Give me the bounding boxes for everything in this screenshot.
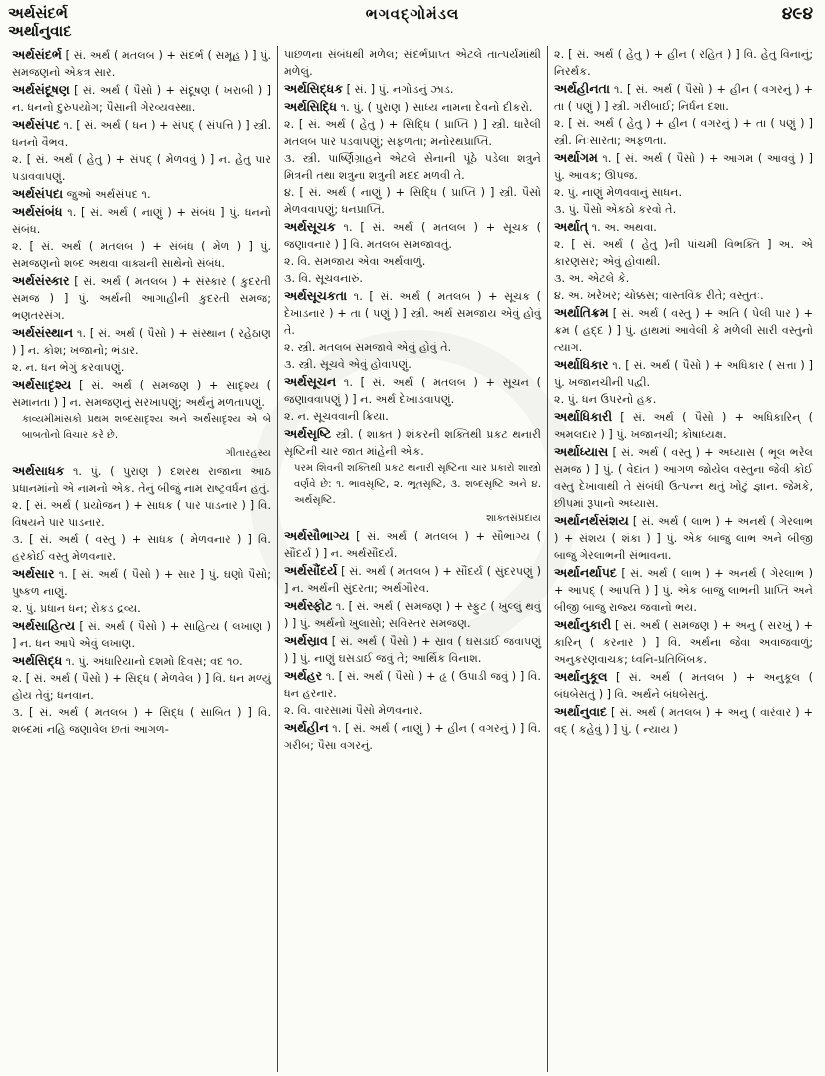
entry-definition: જુઓ અર્થસંપદ ૧. (66, 188, 151, 201)
entry-definition: ૧. [ સં. અર્થ ( પૈસો ) + હીન ( વગરનું ) + તા ( પણું ) ] સ્ત્રી. ગરીબાઈ; નિર્ધન દશા. (554, 83, 813, 113)
entry-headword: અર્થાનર્થસંશય (554, 513, 629, 528)
dictionary-entry (284, 218, 541, 253)
entry-headword: અર્થસંદર્ભ (12, 47, 62, 62)
entry-definition: [ સં. અર્થ ( વસ્તુ ) + અતિ ( પેલી પાર ) + ક્રમ ( હદ્દ ) ] પું. હાથમાં આવેલી કે મળેલી સારી વસ્તુનો ત્યાગ. (554, 307, 813, 354)
entry-definition: ૩. પું. પૈસો એકઠો કરવો તે. (554, 203, 677, 216)
dictionary-entry (554, 80, 813, 115)
entry-definition: ૪. અ. ખરેખર; ચોક્કસ; વાસ્તવિક રીતે; વસ્તુતઃ. (554, 289, 764, 302)
entry-headword: અર્થાધિકારી (554, 409, 613, 424)
entry-headword: અર્થસ્રાવ (284, 633, 328, 648)
entry-definition: ૧. [ સં. અર્થ ( ધન ) + સંપદ્ ( સંપત્તિ ) ] સ્ત્રી. ધનનો વૈભવ. (12, 119, 271, 149)
dictionary-entry (284, 562, 541, 597)
dictionary-entry (554, 408, 813, 443)
entry-headword: અર્થસૂચકતા (284, 288, 348, 303)
entry-definition: ૨. [ સં. અર્થ ( હેતુ ) + સિદ્ધિ ( પ્રાપ્તિ ) ] સ્ત્રી. ધારેલી મતલબ પાર પડવાપણું; સફળતા; મનોરથપ્રાપ્તિ. (284, 118, 541, 148)
dictionary-entry (284, 632, 541, 667)
entry-definition: ૨. [ સં. અર્થ ( હેતુ ) + હીન ( વગરનું ) + તા ( પણું ) ] સ્ત્રી. નિઃસારતા; અફળતા. (554, 117, 813, 147)
entry-definition: ૧. પું. ( પુરાણ ) સાધ્ય નામના દેવનો દીકરો. (340, 101, 533, 114)
dictionary-entry (554, 201, 813, 218)
dictionary-entry (12, 238, 271, 272)
entry-definition: ૩. [ સં. અર્થ ( વસ્તુ ) + સાધક ( મેળવનાર ) ] વિ. હરકોઈ વસ્તુ મેળવનાર. (12, 533, 271, 563)
entry-definition: ૨. સ્ત્રી. મતલબ સમજાવે એવું હોવું તે. (284, 341, 452, 354)
entry-definition: ૨. ન. ધન ભેગું કરવાપણું. (12, 361, 125, 374)
dictionary-entry (12, 462, 271, 497)
entry-headword: અર્થસંપદા (12, 186, 64, 201)
dictionary-entry (284, 287, 541, 339)
entry-headword: અર્થસાધક (12, 463, 65, 478)
entry-definition: ૧. [ સં. અર્થ ( પૈસો ) + સાર ] પું. ઘણો પૈસો; પુષ્કળ નાણું. (12, 568, 271, 598)
dictionary-entry (12, 376, 271, 411)
entry-headword: અર્થસંપદ (12, 117, 61, 132)
column-right (548, 46, 819, 1072)
entry-definition: [ સં. અર્થ ( મતલબ ) + અનુ ( વારંવાર ) + વદ્ ( કહેવું ) ] પું. ( ન્યાય ) (554, 706, 813, 736)
dictionary-entry (12, 704, 271, 738)
entry-definition: [ સં. અર્થ ( મતલબ ) + સૌભાગ્ય ( સૌંદર્ય ) ] ન. અર્થસૌંદર્ય. (284, 530, 541, 560)
entry-definition: ૧. [ સં. અર્થ ( પૈસો ) + હૃ ( ઉપાડી જવું ) ] વિ. ધન હરનાર. (284, 670, 541, 700)
entry-headword: અર્થાનુકૂલ (554, 669, 608, 684)
dictionary-columns (6, 46, 819, 1072)
page-number: ૪૯૪ (781, 4, 813, 24)
entry-definition: ૧. [ સં. અર્થ ( પૈસો ) + અધિકાર ( સત્તા ) ] પું. ખજાનચીની પદ્વી. (554, 359, 813, 389)
entry-headword: અર્થાનુવાદ (554, 704, 607, 719)
dictionary-entry (554, 391, 813, 408)
dictionary-entry (284, 46, 541, 80)
entry-definition: સ્ત્રી. ( શાક્ત ) શંકરની શક્તિથી પ્રકટ થનારી સૃષ્ટિની ચાર જાત માંહેની એક. (284, 428, 541, 458)
entry-definition: [ સં. અર્થ ( મતલબ ) + અનુકૂલ ( બંધબેસતું ) ] વિ. અર્થને બંધબેસતું. (554, 671, 813, 701)
dictionary-entry (12, 272, 271, 324)
entry-definition: [ સં. અર્થ ( પૈસો ) + અધિકારિન્ ( અમલદાર ) ] પું. ખજાનચી; કોષાધ્યક્ષ. (554, 411, 814, 441)
entry-definition: ૨. [ સં. અર્થ ( પૈસો ) + સિદ્ધ ( મેળવેલ ) ] વિ. ધન મળ્યું હોય તેવું; ધનવાન. (12, 672, 271, 702)
dictionary-entry (12, 151, 271, 185)
entry-headword: અર્થસંસ્થાન (12, 325, 74, 340)
dictionary-entry (284, 667, 541, 702)
entry-headword: અર્થસ્ફોટ (284, 598, 333, 613)
column-left (6, 46, 277, 1072)
entry-headword: અર્થસૂચક (284, 219, 336, 234)
entry-definition: [ સં. અર્થ ( મતલબ ) + સંસ્કાર ( કુદરતી સમજ ) ] પું. અર્થની આગાહીની કુદરતી સમજ; ભણતરસંગ. (12, 275, 271, 322)
entry-headword: અર્થસાહિત્ય (12, 618, 76, 633)
dictionary-entry (12, 203, 271, 238)
entry-definition: ૧. [ સં. અર્થ ( મતલબ ) + સૂચન ( જણાવવાપણું ) ] ન. અર્થ દેખાડવાપણું. (284, 376, 541, 406)
dictionary-entry (284, 408, 541, 425)
dictionary-entry (554, 564, 813, 616)
dictionary-entry (12, 324, 271, 359)
page-header (0, 0, 825, 48)
dictionary-entry (12, 116, 271, 151)
entry-definition: [ સં. અર્થ ( મતલબ ) + સૌંદર્ય ( સુંદરપણું ) ] ન. અર્થની સુંદરતા; અર્થગૌરવ. (284, 565, 541, 595)
dictionary-entry (12, 359, 271, 376)
dictionary-entry (554, 270, 813, 287)
dictionary-entry (554, 304, 813, 356)
citation-quote: કાવ્યમીમાંસકો પ્રથમ શબ્દસાદૃશ્ય અને અર્થસાદૃશ્ય એ બે બાબતોનો વિચાર કરે છે. (22, 414, 271, 441)
dictionary-entry (554, 287, 813, 304)
entry-headword: અર્થસિદ્ધ (12, 653, 63, 668)
dictionary-entry (284, 98, 541, 116)
entry-definition: ૧. પું. ( પુરાણ ) દશરથ રાજાના આઠ પ્રધાનમાંનો એ નામનો એક. તેનું બીજું નામ રાષ્ટ્રવર્ધન હતું. (12, 465, 272, 495)
entry-definition: પાછળના સંબંધથી મળેલ; સંદર્ભપ્રાપ્ત એટલે તાત્પર્યમાંથી મળેલું. (284, 48, 541, 78)
entry-headword: અર્થસંદૂષણ (12, 82, 70, 97)
entry-definition: ૧. [ સં. અર્થ ( પૈસો ) + આગમ ( આવવું ) ] પું. આવક; ઊપજ. (554, 152, 813, 182)
entry-definition: ૨. પું. પ્રધાન ધન; રોકડ દ્રવ્ય. (12, 602, 141, 615)
entry-definition: [ સં. ] પું. નગોડનું ઝાડ. (346, 83, 454, 96)
entry-headword: અર્થસૌભાગ્ય (284, 528, 350, 543)
dictionary-entry (284, 527, 541, 562)
entry-headword: અર્થસાદૃશ્ય (12, 377, 72, 392)
entry-headword: અર્થહર (284, 668, 323, 683)
entry-definition: ૩. અ. એટલે કે. (554, 272, 630, 285)
dictionary-entry (12, 565, 271, 600)
dictionary-entry (554, 149, 813, 184)
dictionary-entry (12, 81, 271, 116)
entry-headword: અર્થહીન (284, 720, 329, 735)
entry-headword: અર્થસિદ્ધિ (284, 99, 338, 114)
dictionary-entry (284, 253, 541, 270)
entry-definition: ૩. વિ. સૂચવનારું. (284, 272, 363, 285)
entry-definition: ૧. અ. અથવા. (591, 221, 657, 234)
entry-definition: ૩. સ્ત્રી. સૂચવે એવું હોવાપણું. (284, 358, 412, 371)
entry-headword: અર્થાધ્યાસ (554, 444, 609, 459)
dictionary-entry (284, 597, 541, 632)
dictionary-entry (554, 184, 813, 201)
dictionary-entry (12, 185, 271, 203)
dictionary-entry (554, 443, 813, 512)
entry-definition: ૧. [ સં. અર્થ ( મતલબ ) + સૂચક ( જણાવનાર ) ] વિ. મતલબ સમજાવતું. (284, 221, 542, 251)
dictionary-entry (554, 356, 813, 391)
entry-definition: ૧. પું. અંધારિયાનો દશમો દિવસ; વદ ૧૦. (65, 655, 243, 668)
entry-headword: અર્થસાર (12, 566, 55, 581)
dictionary-entry (284, 373, 541, 408)
entry-definition: ૧. [ સં. અર્થ ( સમજણ ) + સ્ફુટ ( ખુલ્લું થવું ) ] પું. અર્થનો ખુલાસો; સવિસ્તર સમજણ. (284, 600, 541, 630)
entry-headword: અર્થાગમ (554, 150, 598, 165)
dictionary-entry (12, 670, 271, 704)
dictionary-entry (554, 512, 813, 564)
dictionary-entry (12, 531, 271, 565)
entry-definition: [ સં. અર્થ ( વસ્તુ ) + અધ્યાસ ( ભૂલ ભરેલ સમજ ) ] પું. ( વેદાંત ) આગળ જોયેલ વસ્તુના જેવી કોઈ વસ્તુ દેખાવાથી તે સંબંધી ઉત્પન્ન થતું ખોટું જ્ઞાન. જેમકે, છીપમાં રૂપાનો અધ્યાસ. (554, 446, 813, 510)
entry-headword: અર્થાનુકારી (554, 617, 612, 632)
dictionary-entry (554, 703, 813, 738)
entry-definition: ૨. [ સં. અર્થ ( હેતુ ) + સંપદ્ ( મેળવવું ) ] ન. હેતુ પાર પડાવવાપણું. (12, 153, 271, 183)
entry-definition: ૨. [ સં. અર્થ ( હેતુ )ની પાંચમી વિભક્તિ ] અ. એ કારણસર; એવું હોવાથી. (554, 238, 813, 268)
dictionary-entry (554, 616, 813, 668)
dictionary-entry (12, 497, 271, 531)
column-middle (277, 46, 548, 1072)
dictionary-entry (284, 339, 541, 356)
entry-definition: ૧. [ સં. અર્થ ( પૈસો ) + સંસ્થાન ( રહેઠાણ ) ] ન. કોશ; ખજાનો; ભંડાર. (12, 327, 271, 357)
entry-definition: ૩. સ્ત્રી. પાર્ષ્ણિગ્રાહને એટલે સેનાની પૂંઠે પડેલા શત્રુને મિત્રની તથા શત્રુના શત્રુની મદદ મળવી તે. (284, 152, 541, 182)
dictionary-entry (554, 115, 813, 149)
entry-definition: ૨. [ સં. અર્થ ( મતલબ ) + સંબંધ ( મેળ ) ] પું. સમજણનો શબ્દ અથવા વાક્યની સાથેનો સંબંધ. (12, 240, 271, 270)
entry-definition: ૨. વિ. વારસામાં પૈસો મેળવનાર. (284, 704, 423, 717)
entry-definition: ૨. પું. નાણું મેળવવાનું સાધન. (554, 186, 683, 199)
entry-headword: અર્થસૂચન (284, 374, 337, 389)
dictionary-entry (554, 218, 813, 236)
dictionary-entry (554, 668, 813, 703)
citation-quote: પરમ શિવની શક્તિથી પ્રકટ થનારી સૃષ્ટિના ચાર પ્રકારો શાસ્ત્રો વર્ણવે છે: ૧. ભાવસૃષ્ટિ, ૨. ભૂતસૃષ્ટિ, ૩. શબ્દસૃષ્ટિ અને ૪. અર્થસૃષ્ટિ. (294, 463, 541, 506)
dictionary-entry (284, 150, 541, 184)
entry-headword: અર્થસૌંદર્ય (284, 563, 338, 578)
entry-definition: [ સં. અર્થ ( પૈસો ) + સંદૂષણ ( ખરાબી ) ] ન. ધનનો દુરુપયોગ; પૈસાની ગેરવ્યવસ્થા. (12, 84, 271, 114)
dictionary-entry (284, 356, 541, 373)
entry-headword: અર્થાધિકાર (554, 357, 609, 372)
entry-headword: અર્થસંબંધ (12, 204, 63, 219)
dictionary-entry (12, 600, 271, 617)
entry-headword: અર્થસંસ્કાર (12, 273, 70, 288)
last-guide-word: અર્થાનુવાદ (8, 22, 72, 40)
entry-definition: [ સં. અર્થ ( સમજણ ) + અનુ ( સરખું ) + કારિન્ ( કરનાર ) ] વિ. અર્થના જેવા અવાજવાળું; અનુકરણવાચક; ધ્વનિ-પ્રતિબિંબક. (554, 619, 813, 666)
dictionary-entry (554, 236, 813, 270)
entry-definition: ૩. [ સં. અર્થ ( મતલબ ) + સિદ્ધ ( સાબિત ) ] વિ. શબ્દમાં નહિ જણાવેલ છતાં આગળ- (12, 706, 271, 736)
entry-definition: ૨. [ સં. અર્થ ( પ્રયોજન ) + સાધક ( પાર પાડનાર ) ] વિ. વિષયને પાર પાડનાર. (12, 499, 271, 529)
entry-headword: અર્થાત્ (554, 219, 589, 234)
entry-definition: ૨. [ સં. અર્થ ( હેતુ ) + હીન ( રહિત ) ] વિ. હેતુ વિનાનું; નિરર્થક. (554, 48, 813, 78)
dictionary-entry (284, 425, 541, 460)
entry-headword: અર્થાનર્થાપદ (554, 565, 617, 580)
entry-headword: અર્થહીનતા (554, 81, 610, 96)
entry-headword: અર્થાતિક્રમ (554, 305, 609, 320)
citation-source: શાક્તસંપ્રદાય (486, 513, 541, 524)
book-title: ભગવદ્ગોમંડલ (365, 5, 460, 23)
entry-definition: ૨. ન. સૂચવવાની ક્રિયા. (284, 410, 389, 423)
entry-definition: ૧. [ સં. અર્થ ( મતલબ ) + સૂચક ( દેખાડનાર ) + તા ( પણું ) ] સ્ત્રી. અર્થ સમજાય એવું હોવું તે. (284, 290, 541, 337)
entry-definition: ૧. [ સં. અર્થ ( નાણું ) + સંબંધ ] પું. ધનનો સંબંધ. (12, 206, 272, 236)
dictionary-entry (12, 652, 271, 670)
entry-definition: [ સં. અર્થ ( પૈસો ) + સાહિત્ય ( લખાણ ) ] ન. ધન આપે એવું લખાણ. (12, 620, 272, 650)
citation-source: ગીતારહસ્ય (225, 448, 271, 459)
dictionary-entry (284, 270, 541, 287)
entry-definition: [ સં. અર્થ ( પૈસો ) + સ્રાવ ( ઘસડાઈ જવાપણું ) ] પું. નાણું ઘસડાઈ જવું તે; આર્થિક વિનાશ. (284, 635, 541, 665)
entry-definition: ૧. [ સં. અર્થ ( નાણું ) + હીન ( વગરનું ) ] વિ. ગરીબ; પૈસા વગરનું. (284, 722, 541, 752)
entry-definition: [ સં. અર્થ ( લાભ ) + અનર્થ ( ગેરલાભ ) + સંશય ( શંકા ) ] પું. એક બાજુ લાભ અને બીજી બાજુ ગેરલાભની સંભાવના. (554, 515, 814, 562)
dictionary-entry (284, 719, 541, 754)
entry-headword: અર્થસૃષ્ટિ (284, 426, 332, 441)
first-guide-word: અર્થસંદર્ભ (8, 4, 68, 22)
dictionary-entry (284, 184, 541, 218)
dictionary-entry (12, 617, 271, 652)
dictionary-entry (284, 702, 541, 719)
dictionary-entry (12, 46, 271, 81)
dictionary-entry (554, 46, 813, 80)
dictionary-entry (284, 116, 541, 150)
dictionary-entry (284, 80, 541, 98)
entry-definition: ૪. [ સં. અર્થ ( નાણું ) + સિદ્ધિ ( પ્રાપ્તિ ) ] સ્ત્રી. પૈસો મેળવવાપણું; ધનપ્રાપ્તિ. (284, 186, 541, 216)
entry-definition: ૨. વિ. સમજાય એવા અર્થવાળું. (284, 255, 426, 268)
entry-definition: [ સં. અર્થ ( સમજણ ) + સાદૃશ્ય ( સમાનતા ) ] ન. સમજણનું સરખાપણું; અર્થનું મળતાપણું. (12, 379, 271, 409)
entry-definition: ૨. પું. ધન ઉપરનો હક. (554, 393, 657, 406)
entry-headword: અર્થસિદ્ધક (284, 81, 344, 96)
entry-definition: [ સં. અર્થ ( લાભ ) + અનર્થ ( ગેરલાભ ) + આપદ્ ( આપત્તિ ) ] પું. એક બાજુ લાભની પ્રાપ્તિ અને બીજી બાજુ રાજ્ય જવાનો ભય. (554, 567, 813, 614)
entry-definition: [ સં. અર્થ ( મતલબ ) + સંદર્ભ ( સમૂહ ) ] પું. સમજણનો એકત્ર સાર. (12, 49, 271, 79)
